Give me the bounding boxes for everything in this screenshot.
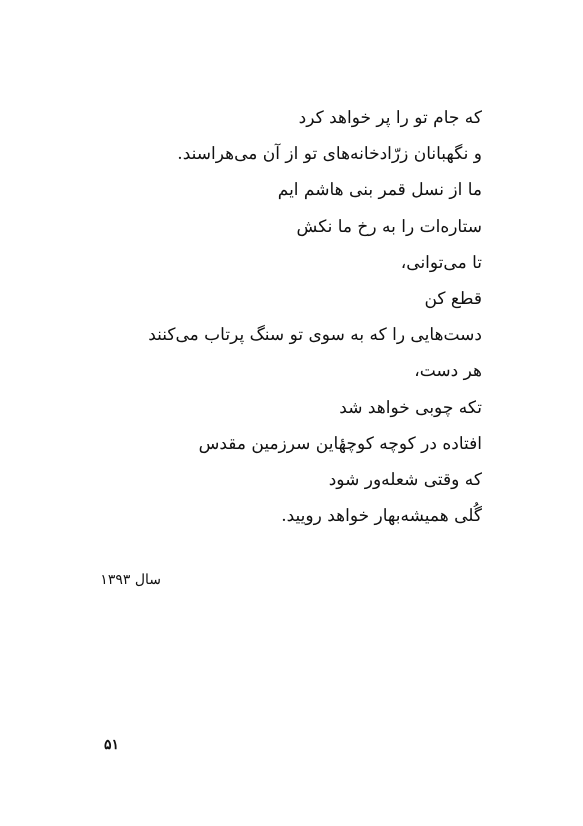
page-number: ۵۱ [104,737,120,753]
poem-line: که وقتی شعله‌ور شود [328,469,482,490]
poem-line: و نگهبانان زرّادخانه‌های تو از آن می‌هراسند. [177,144,482,165]
poem-line: گُلی همیشه‌بهار خواهد رویید. [281,506,482,527]
poem-line: هر دست، [414,361,482,382]
poem-line: تا می‌توانی، [400,252,482,273]
poem-stanza [42,100,482,534]
poem-line: که جام تو را پر خواهد کرد [298,108,482,128]
poem-line: دست‌هایی را که به سوی تو سنگ پرتاب می‌کنند [148,325,482,346]
poem-date: سال ۱۳۹۳ [100,572,161,588]
poem-line: ما از نسل قمر بنی هاشم ایم [277,180,482,201]
poem-line: ستاره‌ات را به رخ ما نکش [296,216,482,237]
poem-line: تکه چوبی خواهد شد [339,397,482,418]
poem-line: قطع کن [424,288,482,309]
poem-line: افتاده در کوچه کوچهٔاین سرزمین مقدس [198,433,482,454]
